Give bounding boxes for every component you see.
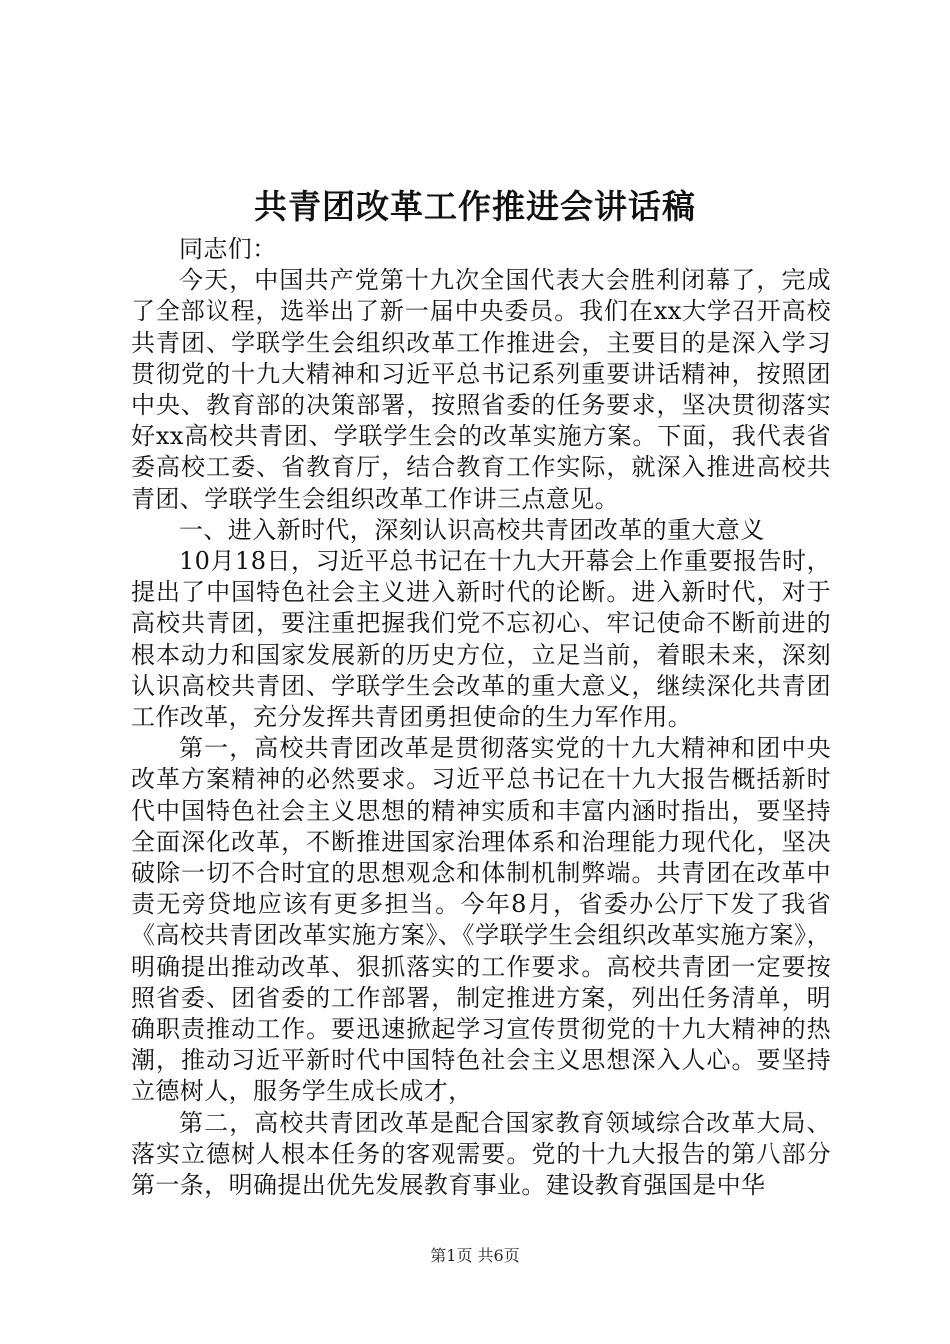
page-number-footer: 第1页 共6页 [430,1246,520,1265]
body-paragraph: 10月18日，习近平总书记在十九大开幕会上作重要报告时，提出了中国特色社会主义进入新时代的论断。进入新时代，对于高校共青团，要注重把握我们党不忘初心、牢记使命不断前进的根本动力和国家发展新的历史方位，立足当前，着眼未来，深刻认识高校共青团、学联学生会改革的重大意义，继续深化共青团工作改革，充分发挥共青团勇担使命的生力军作用。 [131,547,831,732]
section-heading: 一、进入新时代，深刻认识高校共青团改革的重大意义 [179,515,765,544]
body-paragraph: 今天，中国共产党第十九次全国代表大会胜利闭幕了，完成了全部议程，选举出了新一届中央委员。我们在xx大学召开高校共青团、学联学生会组织改革工作推进会，主要目的是深入学习贯彻党的十九大精神和习近平总书记系列重要讲话精神，按照团中央、教育部的决策部署，按照省委的任务要求，坚决贯彻落实好xx高校共青团、学联学生会的改革实施方案。下面，我代表省委高校工委、省教育厅，结合教育工作实际，就深入推进高校共青团、学联学生会组织改革工作讲三点意见。 [131,266,831,513]
salutation-paragraph: 同志们： [179,235,277,263]
body-paragraph: 第一，高校共青团改革是贯彻落实党的十九大精神和团中央改革方案精神的必然要求。习近平总书记在十九大报告概括新时代中国特色社会主义思想的精神实质和丰富内涵时指出，要坚持全面深化改革，不断推进国家治理体系和治理能力现代化，坚决破除一切不合时宜的思想观念和体制机制弊端。共青团在改革中责无旁贷地应该有更多担当。今年8月，省委办公厅下发了我省《高校共青团改革实施方案》、《学联学生会组织改革实施方案》，明确提出推动改革、狠抓落实的工作要求。高校共青团一定要按照省委、团省委的工作部署，制定推进方案，列出任务清单，明确职责推动工作。要迅速掀起学习宣传贯彻党的十九大精神的热潮，推动习近平新时代中国特色社会主义思想深入人心。要坚持立德树人，服务学生成长成才， [131,734,831,1106]
document-title: 共青团改革工作推进会讲话稿 [254,187,696,226]
document-body [131,234,831,1201]
body-paragraph: 第二，高校共青团改革是配合国家教育领域综合改革大局、落实立德树人根本任务的客观需要。党的十九大报告的第八部分第一条，明确提出优先发展教育事业。建设教育强国是中华 [131,1108,831,1200]
